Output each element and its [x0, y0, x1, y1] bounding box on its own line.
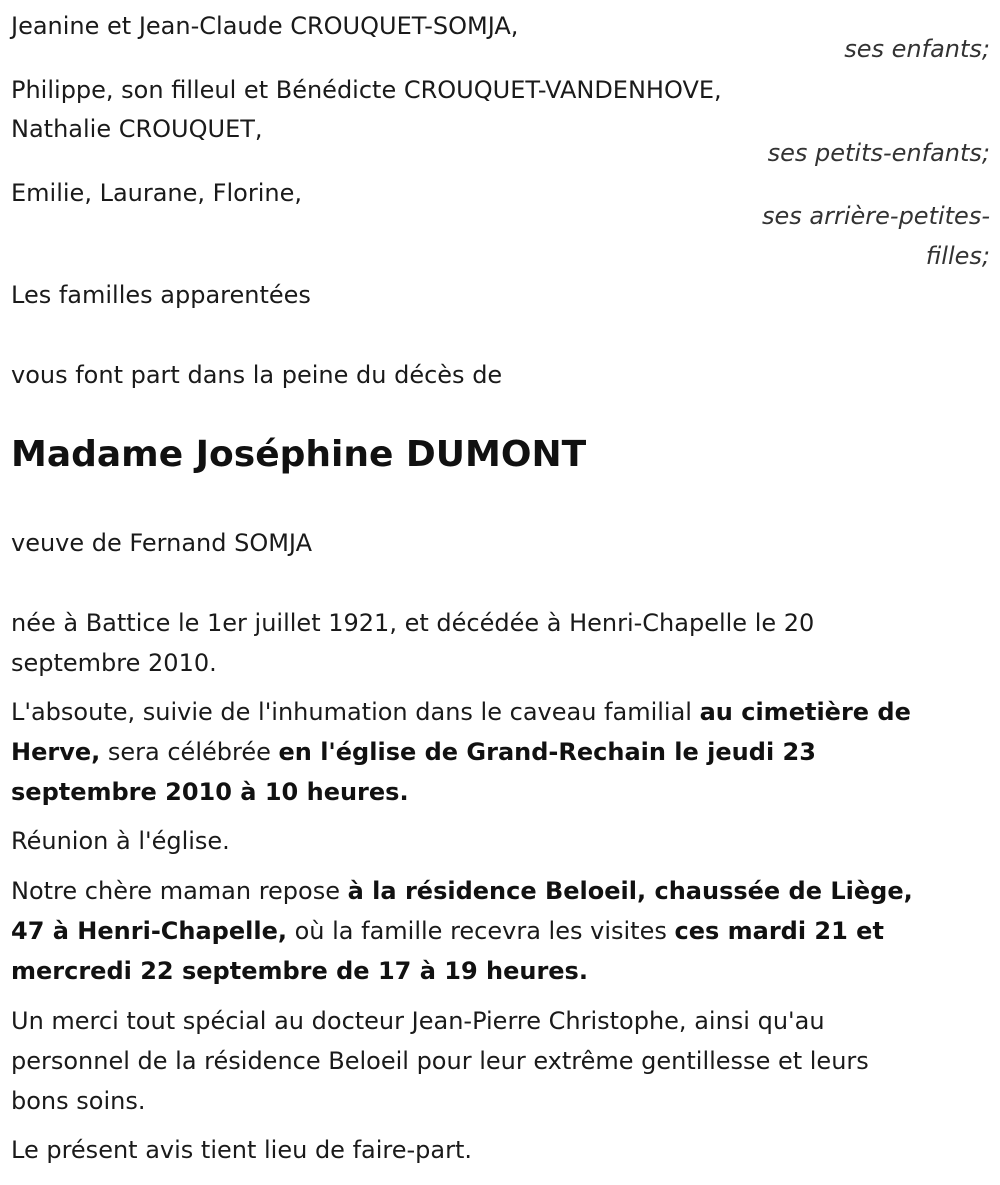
- visitation-place: à la résidence Beloeil, chaussée de Liège,: [347, 877, 913, 905]
- funeral-time: septembre 2010 à 10 heures.: [11, 778, 409, 806]
- great-grandchildren-names: Emilie, Laurane, Florine,: [11, 179, 302, 207]
- thanks-line-3: bons soins.: [11, 1087, 146, 1115]
- funeral-line-2: [11, 732, 816, 772]
- visitation-town: 47 à Henri-Chapelle,: [11, 917, 287, 945]
- thanks-line-1: Un merci tout spécial au docteur Jean-Pierre Christophe, ainsi qu'au: [11, 1007, 825, 1035]
- grandchildren-line-2: Nathalie CROUQUET,: [11, 115, 263, 143]
- announcement-intro: vous font part dans la peine du décès de: [11, 361, 503, 389]
- visitation-line-3: [11, 951, 588, 991]
- meeting-note: Réunion à l'église.: [11, 827, 230, 855]
- visitation-line-2: [11, 911, 884, 951]
- related-families: Les familles apparentées: [11, 281, 311, 309]
- children-names: Jeanine et Jean-Claude CROUQUET-SOMJA,: [11, 12, 519, 40]
- funeral-text: sera célébrée: [100, 738, 279, 766]
- funeral-text: L'absoute, suivie de l'inhumation dans le caveau familial: [11, 698, 700, 726]
- funeral-line-3: [11, 772, 409, 812]
- funeral-church-date: en l'église de Grand-Rechain le jeudi 23: [278, 738, 816, 766]
- funeral-cemetery: au cimetière de: [699, 698, 911, 726]
- visitation-line-1: [11, 871, 913, 911]
- funeral-town: Herve,: [11, 738, 101, 766]
- funeral-line-1: [11, 692, 911, 732]
- deceased-name: Madame Joséphine DUMONT: [11, 434, 587, 475]
- children-label: ses enfants;: [844, 35, 990, 63]
- closing-note: Le présent avis tient lieu de faire-part.: [11, 1136, 473, 1164]
- visitation-text: Notre chère maman repose: [11, 877, 348, 905]
- birth-death-line-2: septembre 2010.: [11, 649, 217, 677]
- birth-death-line-1: née à Battice le 1er juillet 1921, et décédée à Henri-Chapelle le 20: [11, 609, 815, 637]
- grandchildren-label: ses petits-enfants;: [767, 139, 990, 167]
- great-grandchildren-label-2: filles;: [925, 242, 990, 270]
- visitation-days: ces mardi 21 et: [674, 917, 884, 945]
- thanks-line-2: personnel de la résidence Beloeil pour leur extrême gentillesse et leurs: [11, 1047, 869, 1075]
- widow-of: veuve de Fernand SOMJA: [11, 529, 313, 557]
- great-grandchildren-label-1: ses arrière-petites-: [762, 202, 990, 230]
- grandchildren-line-1: Philippe, son filleul et Bénédicte CROUQUET-VANDENHOVE,: [11, 76, 722, 104]
- visitation-hours: mercredi 22 septembre de 17 à 19 heures.: [11, 957, 588, 985]
- visitation-text: où la famille recevra les visites: [286, 917, 675, 945]
